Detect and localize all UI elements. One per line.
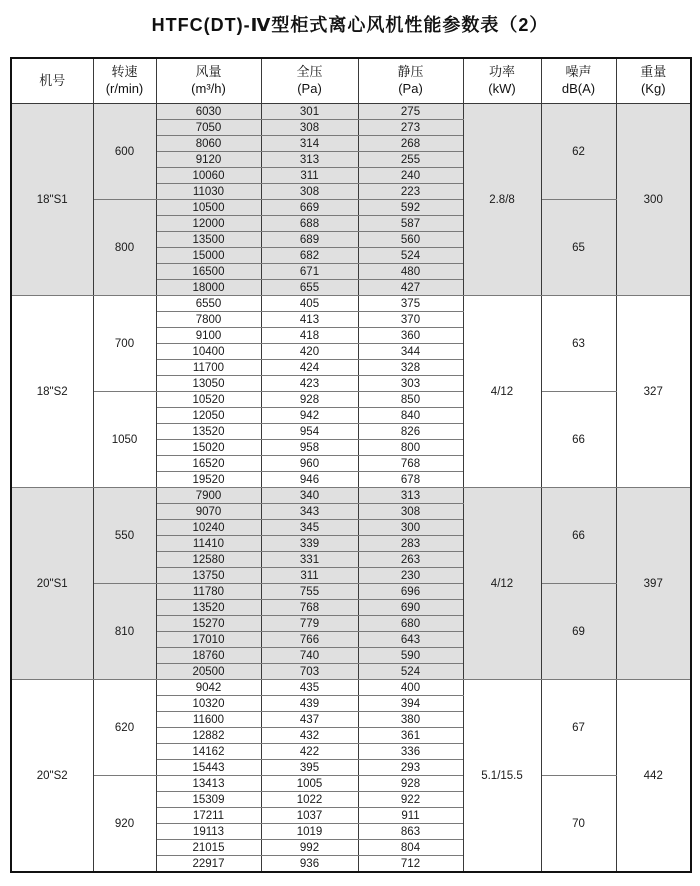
airflow-cell: 17010 xyxy=(156,632,261,648)
total-pressure-cell: 343 xyxy=(261,504,358,520)
total-pressure-cell: 1005 xyxy=(261,776,358,792)
airflow-cell: 13520 xyxy=(156,424,261,440)
header-cell: 风量 (m³/h) xyxy=(156,58,261,104)
airflow-cell: 20500 xyxy=(156,664,261,680)
noise-cell: 69 xyxy=(541,584,616,680)
total-pressure-cell: 314 xyxy=(261,136,358,152)
total-pressure-cell: 942 xyxy=(261,408,358,424)
header-cell: 噪声 dB(A) xyxy=(541,58,616,104)
total-pressure-cell: 946 xyxy=(261,472,358,488)
static-pressure-cell: 275 xyxy=(358,104,463,120)
total-pressure-cell: 958 xyxy=(261,440,358,456)
static-pressure-cell: 293 xyxy=(358,760,463,776)
header-cell: 转速 (r/min) xyxy=(93,58,156,104)
static-pressure-cell: 696 xyxy=(358,584,463,600)
total-pressure-cell: 311 xyxy=(261,568,358,584)
airflow-cell: 9100 xyxy=(156,328,261,344)
table-body xyxy=(11,104,691,873)
airflow-cell: 7050 xyxy=(156,120,261,136)
total-pressure-cell: 671 xyxy=(261,264,358,280)
airflow-cell: 8060 xyxy=(156,136,261,152)
static-pressure-cell: 336 xyxy=(358,744,463,760)
model-cell: 18"S1 xyxy=(11,104,93,296)
static-pressure-cell: 223 xyxy=(358,184,463,200)
total-pressure-cell: 740 xyxy=(261,648,358,664)
table-header xyxy=(11,58,691,104)
total-pressure-cell: 703 xyxy=(261,664,358,680)
weight-cell: 442 xyxy=(616,680,691,873)
total-pressure-cell: 301 xyxy=(261,104,358,120)
noise-cell: 66 xyxy=(541,392,616,488)
airflow-cell: 10520 xyxy=(156,392,261,408)
total-pressure-cell: 423 xyxy=(261,376,358,392)
airflow-cell: 18000 xyxy=(156,280,261,296)
noise-cell: 67 xyxy=(541,680,616,776)
static-pressure-cell: 283 xyxy=(358,536,463,552)
static-pressure-cell: 380 xyxy=(358,712,463,728)
airflow-cell: 15309 xyxy=(156,792,261,808)
rpm-cell: 620 xyxy=(93,680,156,776)
fan-performance-table xyxy=(10,57,692,873)
static-pressure-cell: 268 xyxy=(358,136,463,152)
airflow-cell: 9120 xyxy=(156,152,261,168)
static-pressure-cell: 922 xyxy=(358,792,463,808)
static-pressure-cell: 560 xyxy=(358,232,463,248)
static-pressure-cell: 480 xyxy=(358,264,463,280)
airflow-cell: 11700 xyxy=(156,360,261,376)
airflow-cell: 6550 xyxy=(156,296,261,312)
static-pressure-cell: 928 xyxy=(358,776,463,792)
airflow-cell: 11600 xyxy=(156,712,261,728)
airflow-cell: 10500 xyxy=(156,200,261,216)
airflow-cell: 11410 xyxy=(156,536,261,552)
total-pressure-cell: 420 xyxy=(261,344,358,360)
static-pressure-cell: 360 xyxy=(358,328,463,344)
table-row xyxy=(11,776,691,792)
total-pressure-cell: 1037 xyxy=(261,808,358,824)
static-pressure-cell: 240 xyxy=(358,168,463,184)
airflow-cell: 15443 xyxy=(156,760,261,776)
total-pressure-cell: 682 xyxy=(261,248,358,264)
static-pressure-cell: 263 xyxy=(358,552,463,568)
airflow-cell: 21015 xyxy=(156,840,261,856)
total-pressure-cell: 339 xyxy=(261,536,358,552)
total-pressure-cell: 435 xyxy=(261,680,358,696)
static-pressure-cell: 826 xyxy=(358,424,463,440)
total-pressure-cell: 768 xyxy=(261,600,358,616)
power-cell: 4/12 xyxy=(463,296,541,488)
airflow-cell: 7800 xyxy=(156,312,261,328)
static-pressure-cell: 427 xyxy=(358,280,463,296)
total-pressure-cell: 954 xyxy=(261,424,358,440)
total-pressure-cell: 311 xyxy=(261,168,358,184)
airflow-cell: 18760 xyxy=(156,648,261,664)
airflow-cell: 10240 xyxy=(156,520,261,536)
noise-cell: 70 xyxy=(541,776,616,873)
static-pressure-cell: 328 xyxy=(358,360,463,376)
static-pressure-cell: 524 xyxy=(358,248,463,264)
total-pressure-cell: 779 xyxy=(261,616,358,632)
airflow-cell: 11030 xyxy=(156,184,261,200)
header-cell: 重量 (Kg) xyxy=(616,58,691,104)
total-pressure-cell: 960 xyxy=(261,456,358,472)
power-cell: 4/12 xyxy=(463,488,541,680)
total-pressure-cell: 936 xyxy=(261,856,358,873)
table-row xyxy=(11,296,691,312)
static-pressure-cell: 863 xyxy=(358,824,463,840)
airflow-cell: 12050 xyxy=(156,408,261,424)
airflow-cell: 10060 xyxy=(156,168,261,184)
rpm-cell: 810 xyxy=(93,584,156,680)
static-pressure-cell: 524 xyxy=(358,664,463,680)
rpm-cell: 920 xyxy=(93,776,156,873)
static-pressure-cell: 344 xyxy=(358,344,463,360)
airflow-cell: 19113 xyxy=(156,824,261,840)
airflow-cell: 14162 xyxy=(156,744,261,760)
airflow-cell: 15270 xyxy=(156,616,261,632)
total-pressure-cell: 405 xyxy=(261,296,358,312)
header-cell: 静压 (Pa) xyxy=(358,58,463,104)
noise-cell: 66 xyxy=(541,488,616,584)
airflow-cell: 17211 xyxy=(156,808,261,824)
header-cell: 全压 (Pa) xyxy=(261,58,358,104)
airflow-cell: 13750 xyxy=(156,568,261,584)
total-pressure-cell: 755 xyxy=(261,584,358,600)
static-pressure-cell: 590 xyxy=(358,648,463,664)
total-pressure-cell: 928 xyxy=(261,392,358,408)
static-pressure-cell: 313 xyxy=(358,488,463,504)
total-pressure-cell: 413 xyxy=(261,312,358,328)
static-pressure-cell: 375 xyxy=(358,296,463,312)
static-pressure-cell: 255 xyxy=(358,152,463,168)
model-cell: 18"S2 xyxy=(11,296,93,488)
header-row xyxy=(11,58,691,104)
total-pressure-cell: 1022 xyxy=(261,792,358,808)
airflow-cell: 10320 xyxy=(156,696,261,712)
static-pressure-cell: 400 xyxy=(358,680,463,696)
static-pressure-cell: 394 xyxy=(358,696,463,712)
static-pressure-cell: 273 xyxy=(358,120,463,136)
airflow-cell: 13500 xyxy=(156,232,261,248)
total-pressure-cell: 655 xyxy=(261,280,358,296)
power-cell: 2.8/8 xyxy=(463,104,541,296)
airflow-cell: 12580 xyxy=(156,552,261,568)
table-row xyxy=(11,200,691,216)
total-pressure-cell: 340 xyxy=(261,488,358,504)
static-pressure-cell: 303 xyxy=(358,376,463,392)
total-pressure-cell: 439 xyxy=(261,696,358,712)
weight-cell: 327 xyxy=(616,296,691,488)
total-pressure-cell: 432 xyxy=(261,728,358,744)
rpm-cell: 1050 xyxy=(93,392,156,488)
static-pressure-cell: 911 xyxy=(358,808,463,824)
airflow-cell: 7900 xyxy=(156,488,261,504)
static-pressure-cell: 300 xyxy=(358,520,463,536)
static-pressure-cell: 587 xyxy=(358,216,463,232)
static-pressure-cell: 768 xyxy=(358,456,463,472)
total-pressure-cell: 669 xyxy=(261,200,358,216)
total-pressure-cell: 1019 xyxy=(261,824,358,840)
airflow-cell: 16520 xyxy=(156,456,261,472)
table-row xyxy=(11,488,691,504)
static-pressure-cell: 840 xyxy=(358,408,463,424)
total-pressure-cell: 437 xyxy=(261,712,358,728)
static-pressure-cell: 804 xyxy=(358,840,463,856)
total-pressure-cell: 689 xyxy=(261,232,358,248)
airflow-cell: 11780 xyxy=(156,584,261,600)
rpm-cell: 600 xyxy=(93,104,156,200)
table-row xyxy=(11,104,691,120)
static-pressure-cell: 850 xyxy=(358,392,463,408)
power-cell: 5.1/15.5 xyxy=(463,680,541,873)
airflow-cell: 12882 xyxy=(156,728,261,744)
model-cell: 20"S2 xyxy=(11,680,93,873)
static-pressure-cell: 690 xyxy=(358,600,463,616)
total-pressure-cell: 313 xyxy=(261,152,358,168)
page-title: HTFC(DT)-Ⅳ型柜式离心风机性能参数表（2） xyxy=(151,15,549,35)
noise-cell: 63 xyxy=(541,296,616,392)
static-pressure-cell: 643 xyxy=(358,632,463,648)
header-cell: 机号 xyxy=(11,58,93,104)
airflow-cell: 19520 xyxy=(156,472,261,488)
airflow-cell: 15020 xyxy=(156,440,261,456)
airflow-cell: 13050 xyxy=(156,376,261,392)
weight-cell: 300 xyxy=(616,104,691,296)
static-pressure-cell: 678 xyxy=(358,472,463,488)
total-pressure-cell: 992 xyxy=(261,840,358,856)
static-pressure-cell: 361 xyxy=(358,728,463,744)
airflow-cell: 9042 xyxy=(156,680,261,696)
airflow-cell: 13520 xyxy=(156,600,261,616)
static-pressure-cell: 308 xyxy=(358,504,463,520)
total-pressure-cell: 308 xyxy=(261,184,358,200)
airflow-cell: 9070 xyxy=(156,504,261,520)
airflow-cell: 22917 xyxy=(156,856,261,873)
static-pressure-cell: 370 xyxy=(358,312,463,328)
header-cell: 功率 (kW) xyxy=(463,58,541,104)
weight-cell: 397 xyxy=(616,488,691,680)
table-row xyxy=(11,680,691,696)
noise-cell: 65 xyxy=(541,200,616,296)
table-row xyxy=(11,392,691,408)
airflow-cell: 16500 xyxy=(156,264,261,280)
static-pressure-cell: 712 xyxy=(358,856,463,873)
total-pressure-cell: 395 xyxy=(261,760,358,776)
total-pressure-cell: 766 xyxy=(261,632,358,648)
airflow-cell: 6030 xyxy=(156,104,261,120)
table-row xyxy=(11,584,691,600)
total-pressure-cell: 688 xyxy=(261,216,358,232)
total-pressure-cell: 345 xyxy=(261,520,358,536)
total-pressure-cell: 308 xyxy=(261,120,358,136)
airflow-cell: 13413 xyxy=(156,776,261,792)
total-pressure-cell: 424 xyxy=(261,360,358,376)
noise-cell: 62 xyxy=(541,104,616,200)
airflow-cell: 15000 xyxy=(156,248,261,264)
total-pressure-cell: 422 xyxy=(261,744,358,760)
static-pressure-cell: 800 xyxy=(358,440,463,456)
rpm-cell: 800 xyxy=(93,200,156,296)
rpm-cell: 550 xyxy=(93,488,156,584)
airflow-cell: 10400 xyxy=(156,344,261,360)
static-pressure-cell: 592 xyxy=(358,200,463,216)
rpm-cell: 700 xyxy=(93,296,156,392)
static-pressure-cell: 230 xyxy=(358,568,463,584)
model-cell: 20"S1 xyxy=(11,488,93,680)
total-pressure-cell: 331 xyxy=(261,552,358,568)
airflow-cell: 12000 xyxy=(156,216,261,232)
static-pressure-cell: 680 xyxy=(358,616,463,632)
total-pressure-cell: 418 xyxy=(261,328,358,344)
